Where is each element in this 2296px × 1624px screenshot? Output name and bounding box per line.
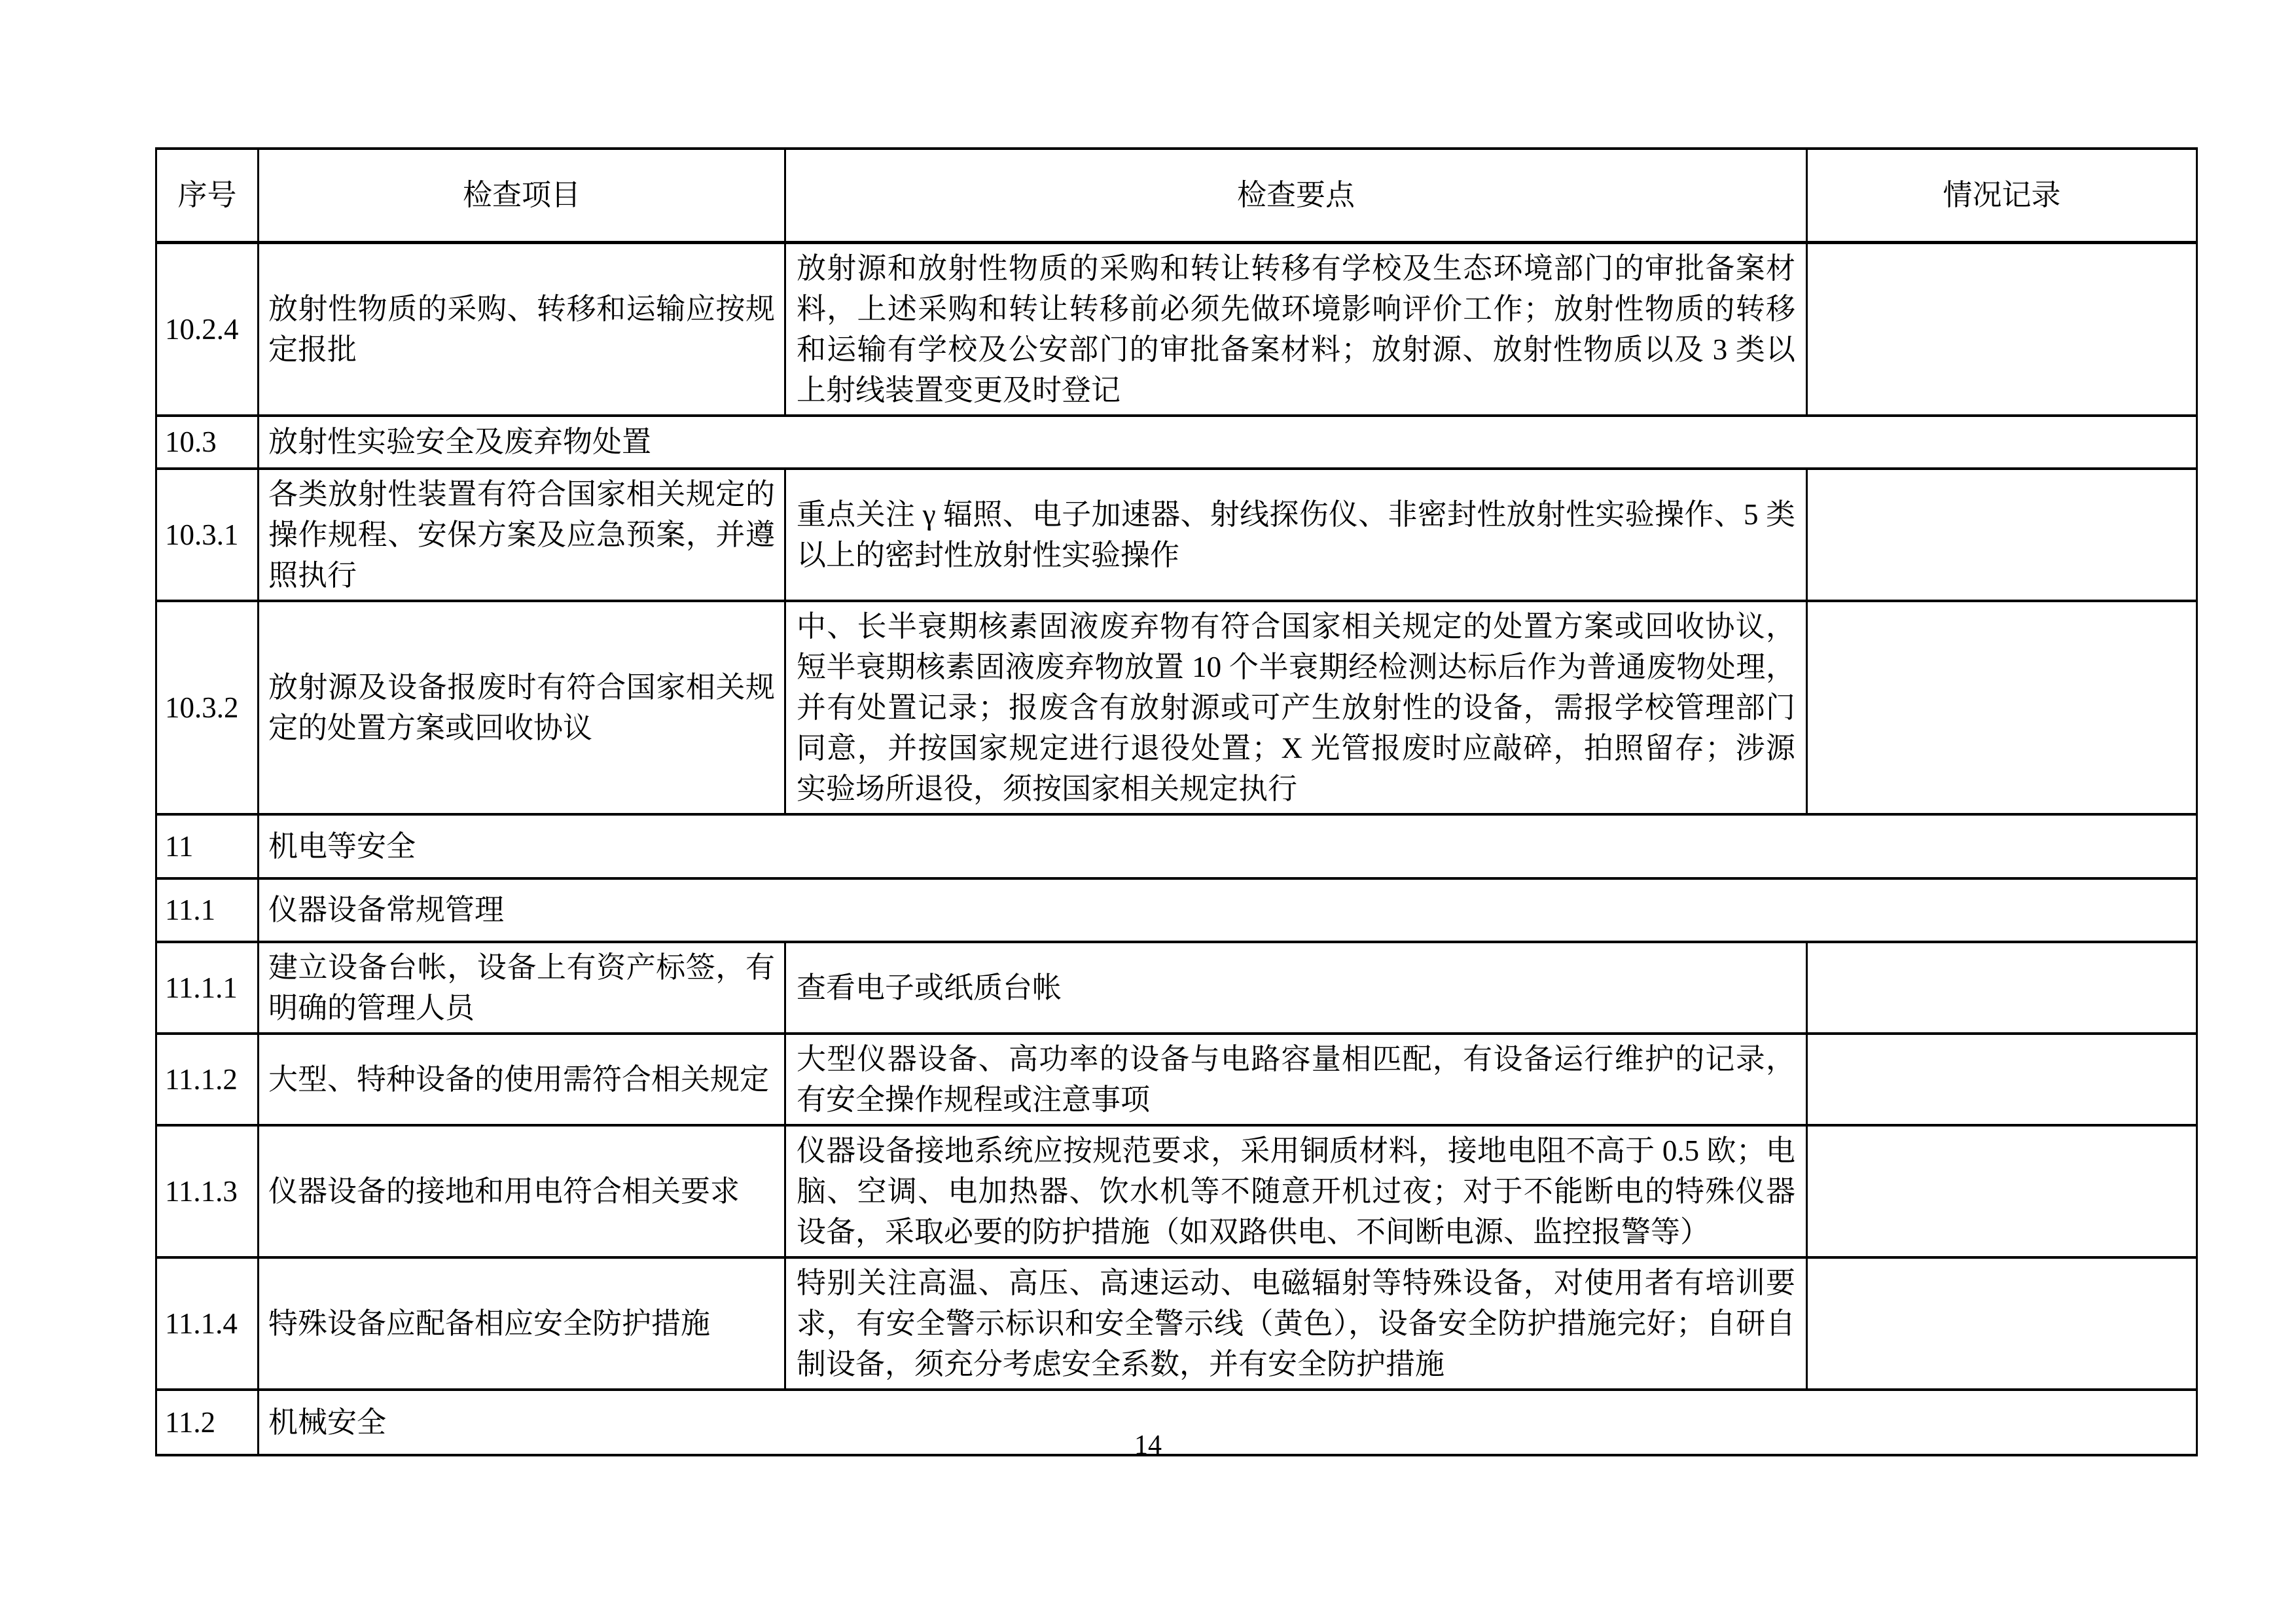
points-cell: 中、长半衰期核素固液废弃物有符合国家相关规定的处置方案或回收协议，短半衰期核素固液废弃物放置 10 个半衰期经检测达标后作为普通废物处理，并有处置记录；报废含有放射源或可产生放射性的设备，需报学校管理部门同意，并按国家规定进行退役处置；X 光管报废时应敲碎，拍照留存；涉源实验场所退役，须按国家相关规定执行 — [785, 601, 1807, 814]
col-header-record: 情况记录 — [1807, 149, 2197, 242]
row-id-cell: 10.3.1 — [156, 469, 259, 601]
row-id-cell: 11.1.2 — [156, 1034, 259, 1125]
points-cell: 重点关注 γ 辐照、电子加速器、射线探伤仪、非密封性放射性实验操作、5 类以上的密封性放射性实验操作 — [785, 469, 1807, 601]
inspection-table-body — [156, 242, 2197, 1455]
points-cell: 放射源和放射性物质的采购和转让转移有学校及生态环境部门的审批备案材料，上述采购和转让转移前必须先做环境影响评价工作；放射性物质的转移和运输有学校及公安部门的审批备案材料；放射源、放射性物质以及 3 类以上射线装置变更及时登记 — [785, 242, 1807, 416]
section-title-cell: 仪器设备常规管理 — [259, 878, 2197, 942]
table-row — [156, 242, 2197, 416]
record-cell — [1807, 942, 2197, 1034]
row-id-cell: 10.3.2 — [156, 601, 259, 814]
table-row — [156, 601, 2197, 814]
record-cell — [1807, 469, 2197, 601]
row-id-cell: 11.1.4 — [156, 1257, 259, 1390]
item-cell: 仪器设备的接地和用电符合相关要求 — [259, 1125, 785, 1257]
section-title-cell: 放射性实验安全及废弃物处置 — [259, 416, 2197, 469]
header-row — [156, 149, 2197, 242]
record-cell — [1807, 1125, 2197, 1257]
row-id-cell: 11.1.3 — [156, 1125, 259, 1257]
col-header-index: 序号 — [156, 149, 259, 242]
item-cell: 各类放射性装置有符合国家相关规定的操作规程、安保方案及应急预案，并遵照执行 — [259, 469, 785, 601]
col-header-points: 检查要点 — [785, 149, 1807, 242]
item-cell: 大型、特种设备的使用需符合相关规定 — [259, 1034, 785, 1125]
row-id-cell: 11.1.1 — [156, 942, 259, 1034]
item-cell: 放射性物质的采购、转移和运输应按规定报批 — [259, 242, 785, 416]
row-id-cell: 10.2.4 — [156, 242, 259, 416]
row-id-cell: 11.1 — [156, 878, 259, 942]
points-cell: 仪器设备接地系统应按规范要求，采用铜质材料，接地电阻不高于 0.5 欧；电脑、空调、电加热器、饮水机等不随意开机过夜；对于不能断电的特殊仪器设备，采取必要的防护措施（如双路供电、不间断电源、监控报警等） — [785, 1125, 1807, 1257]
table-row — [156, 416, 2197, 469]
points-cell: 大型仪器设备、高功率的设备与电路容量相匹配，有设备运行维护的记录，有安全操作规程或注意事项 — [785, 1034, 1807, 1125]
col-header-item: 检查项目 — [259, 149, 785, 242]
record-cell — [1807, 1034, 2197, 1125]
table-row — [156, 878, 2197, 942]
item-cell: 特殊设备应配备相应安全防护措施 — [259, 1257, 785, 1390]
table-row — [156, 942, 2197, 1034]
page-number: 14 — [1134, 1430, 1162, 1460]
section-title-cell: 机电等安全 — [259, 814, 2197, 878]
inspection-table — [155, 147, 2198, 1456]
table-row — [156, 1125, 2197, 1257]
points-cell: 特别关注高温、高压、高速运动、电磁辐射等特殊设备，对使用者有培训要求，有安全警示标识和安全警示线（黄色），设备安全防护措施完好；自研自制设备，须充分考虑安全系数，并有安全防护措施 — [785, 1257, 1807, 1390]
record-cell — [1807, 242, 2197, 416]
record-cell — [1807, 601, 2197, 814]
item-cell: 建立设备台帐，设备上有资产标签，有明确的管理人员 — [259, 942, 785, 1034]
row-id-cell: 11.2 — [156, 1390, 259, 1455]
table-row — [156, 814, 2197, 878]
item-cell: 放射源及设备报废时有符合国家相关规定的处置方案或回收协议 — [259, 601, 785, 814]
table-row — [156, 1257, 2197, 1390]
table-row — [156, 469, 2197, 601]
table-row — [156, 1034, 2197, 1125]
record-cell — [1807, 1257, 2197, 1390]
points-cell: 查看电子或纸质台帐 — [785, 942, 1807, 1034]
section-title-cell: 机械安全 — [259, 1390, 2197, 1455]
row-id-cell: 11 — [156, 814, 259, 878]
row-id-cell: 10.3 — [156, 416, 259, 469]
